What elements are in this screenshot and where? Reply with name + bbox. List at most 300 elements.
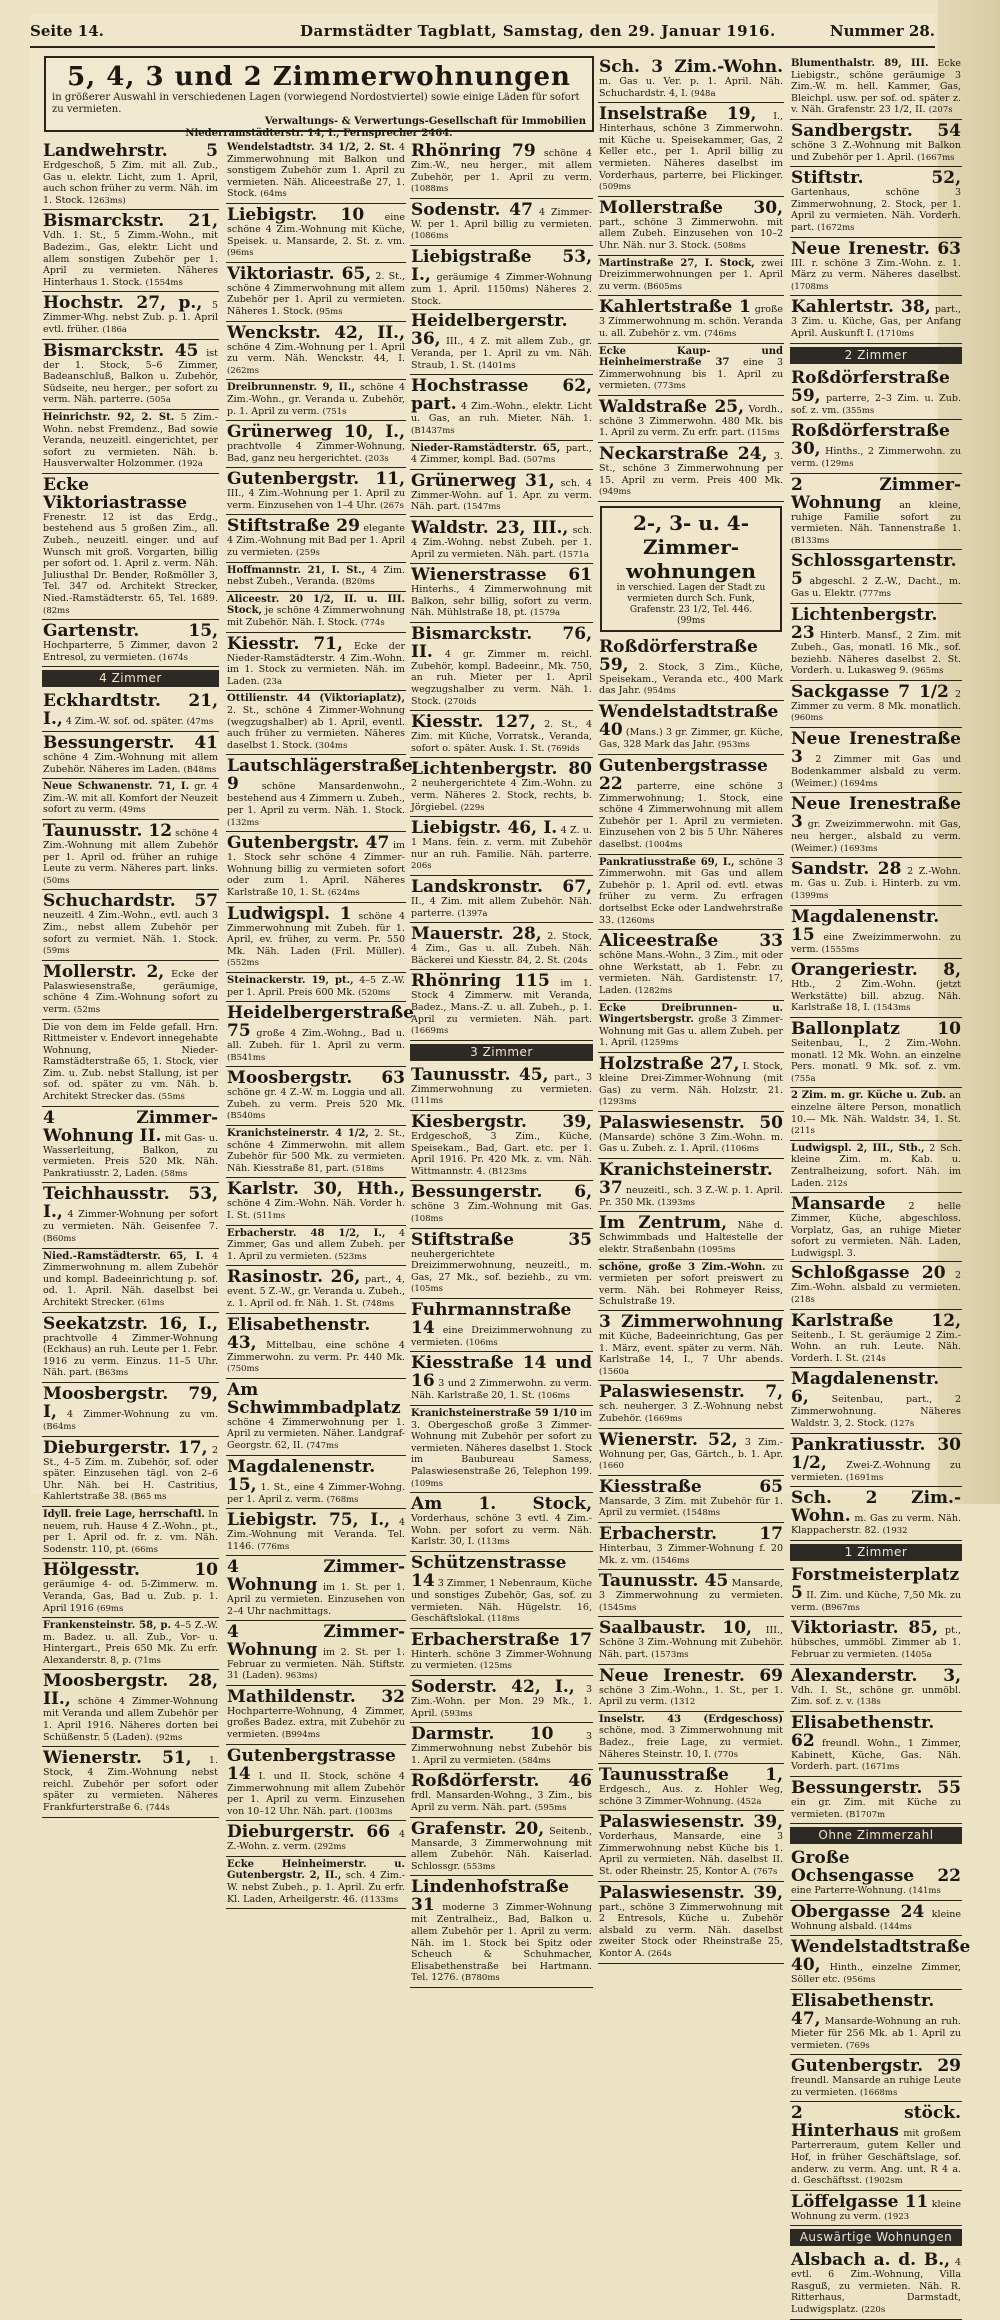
classified-ad xyxy=(410,1111,593,1181)
ad-heading: Lichtenbergstr. 23 xyxy=(791,605,938,644)
ad-text: neuzeitl. 4 Zim.-Wohn., evtl. auch 3 Zim., nebst allem Zubehör per sofort zu vermiet. Näh. 1. Stock. xyxy=(43,910,218,945)
ad-text: m. Gas zu verm. Näh. Klappacherstr. 82. xyxy=(791,1513,961,1537)
ad-text: schöne 4 Zimmer-Wohnung mit Veranda und allem Zubehör per 1. April 1916. Näheres dorten bei Schüßenstr. 5 (Laden). xyxy=(43,1696,218,1743)
ad-code: (1547ms xyxy=(463,502,501,513)
ad-text: Hinterb. Mansf., 2 Zim. mit Zubeh., Gas, monatl. 16 Mk., sof. beziehb. Näheres daselbst 2. St. Vorderh. u. Lukasweg 9. xyxy=(791,630,961,677)
classified-ad xyxy=(42,732,219,779)
classified-ad xyxy=(598,1476,784,1523)
ad-text: 4 Zimmerwohnung m. allem Zubehör und kompl. Badeeinrichtung p. sof. od. 1. April. Näh. daselbst bei Architekt Strecker. xyxy=(43,1250,218,1308)
ad-text: 4 Zimmer-W. per 1. April billig zu vermieten. xyxy=(411,206,592,230)
ad-heading: Obergasse 24 xyxy=(791,1901,925,1922)
ad-heading: Schuchardstr. 57 xyxy=(43,891,218,912)
classified-ad xyxy=(410,1552,593,1629)
ad-heading: Kiesstr. 127, xyxy=(411,712,536,733)
classified-ad xyxy=(226,468,406,515)
ad-text: Hinterhs., 4 Zimmerwohnung mit Balkon, sehr billig, sofort zu verm. Näh. Mühlstraße 18, pt. xyxy=(411,584,592,619)
ad-text: 4–5 Z.-W. per 1. April. Preis 600 Mk. xyxy=(227,974,405,998)
ad-code: (624ms xyxy=(327,887,360,898)
ad-code: (111ms xyxy=(411,1096,443,1107)
ad-text: 2 St., 4–5 Zim. m. Zubehör, sof. oder später. Einzusehen tägl. von 2–6 Uhr. Näh. bei H. Castritius, Kahlertstraße 38. xyxy=(43,1444,218,1503)
ad-heading: Bismarckstr. 45 xyxy=(43,340,199,361)
ad-heading: Neue Schwanenstr. 71, I. xyxy=(43,781,190,793)
ad-text: im 1. St. per 1. April zu vermieten. Einzusehen von 2–4 Uhr nachmittags. xyxy=(227,1582,405,1617)
ad-code: (1694ms xyxy=(840,778,878,789)
ad-text: kleine Wohnung alsbald. xyxy=(791,1908,961,1932)
ad-code: (748ms xyxy=(362,1299,395,1309)
ad-text: im 1. Stock sehr schöne 4 Zimmer-Wohnung billig zu vermieten sofort oder zum 1. April. Näheres Karlstraße 10, 1. St. xyxy=(227,840,405,898)
ad-code: (B20ms xyxy=(341,577,375,588)
ad-heading: Landwehrstr. 5 xyxy=(43,141,218,161)
ad-heading: Taunusstr. 12 xyxy=(43,820,173,841)
classified-ad xyxy=(42,210,219,292)
ad-code: (211s xyxy=(791,1126,815,1137)
ad-text: Mansarde, 3 Zim. mit Zubehör für 1. April zu vermiet. xyxy=(599,1495,783,1519)
ad-text: sch. neuherger. 3 Z.-Wohnung nebst Zubehör. xyxy=(599,1401,783,1424)
ad-heading: Ecke Dreibrunnen- u. Wingertsbergstr. xyxy=(599,1002,783,1026)
classified-ad xyxy=(410,1493,593,1552)
ad-code: (82ms xyxy=(43,605,70,616)
ad-text: Gartenhaus, schöne 3 Zimmerwohnung, 2. Stock, per 1. April zu vermieten. Näh. Vorderh. part. xyxy=(791,187,961,233)
ad-text: Hochparterre, 5 Zimmer, davon 2 Entresol, zu vermieten. xyxy=(43,640,218,663)
classified-ad xyxy=(410,470,593,517)
ad-code: 206s xyxy=(411,861,432,872)
classified-ad xyxy=(790,793,962,858)
ad-heading: Waldstraße 25, xyxy=(599,396,745,417)
ad-heading: Lichtenbergstr. 80 xyxy=(411,759,592,780)
ad-text: 3 Zim.-Wohnung per, Gas, Gärtch., b. 1. Apr. xyxy=(599,1436,783,1460)
ad-text: 2 neuhergerichtete 4 Zim.-Wohn. zu verm. Näheres 2. Stock, rechts, b. Jörgiebel. xyxy=(411,778,592,813)
ad-heading: Darmstr. 10 xyxy=(411,1724,554,1745)
classified-ad xyxy=(226,1821,406,1857)
ad-heading: Sackgasse 7 1/2 xyxy=(791,681,949,702)
ad-text: 4 Z. u. 1 Mans. fein. z. verm. mit Zubehör nur an ruh. Familie. Näh. parterre. xyxy=(411,825,592,860)
ad-heading: Ottilienstr. 44 (Viktoriaplatz), xyxy=(227,693,405,705)
classified-ad xyxy=(598,344,784,396)
ad-text: III., Schöne 3 Zim.-Wohnung mit Zubehör. Näh. part. xyxy=(599,1625,783,1660)
issue-number: Nummer 28. xyxy=(829,22,935,40)
classified-ad xyxy=(226,1621,406,1686)
classified-ad xyxy=(598,1429,784,1476)
classified-ad xyxy=(790,1018,962,1088)
ad-heading: Schlossgartenstr. 5 xyxy=(791,551,957,590)
ad-text: prachtvolle 4 Zimmer-Wohnung (Eckhaus) an ruh. Leute per 1. Febr. 1916 zu verm. Einzus. 11–5 Uhr. Näh. part. xyxy=(43,1332,218,1379)
ad-heading: Steinackerstr. 19, pt., xyxy=(227,974,354,986)
classified-ad xyxy=(790,1310,962,1369)
ad-heading: Moosbergstr. 28, II., xyxy=(43,1671,218,1710)
ad-heading: Am Schwimmbadplatz xyxy=(227,1379,401,1418)
ad-code: (132ms xyxy=(227,817,259,828)
classified-ad xyxy=(598,56,784,103)
ad-text: Hinth., einzelne Zimmer, Söller etc. xyxy=(791,1962,961,1986)
ad-code: (113ms xyxy=(477,1537,510,1548)
ad-heading: Eckhardtstr. 21, I., xyxy=(43,691,218,730)
ad-heading: Heidelbergerstraße 75 xyxy=(227,1003,414,1042)
ad-text: eine Zweizimmerwohn. zu verm. xyxy=(791,931,961,955)
ads-no-room-count xyxy=(790,1847,971,2226)
classified-ad xyxy=(410,758,593,817)
ad-heading: Elisabethenstr. 62 xyxy=(791,1712,935,1751)
classified-ad xyxy=(790,1564,962,1618)
ad-code: (1902sm xyxy=(865,2176,903,2187)
ad-heading: Magdalenenstr. 6, xyxy=(791,1369,940,1408)
ad-code: (953ms xyxy=(717,740,750,751)
classified-ad xyxy=(42,1249,219,1313)
ad-heading: Ecke Viktoriastrasse xyxy=(43,474,188,513)
ad-heading: Holzstraße 27, xyxy=(599,1053,740,1074)
ad-code: (1546ms xyxy=(652,1555,690,1566)
ads-5-rooms xyxy=(42,140,219,667)
ad-heading: Gutenbergstr. 29 xyxy=(791,2056,961,2077)
ad-text: Hinterbau, 3 Zimmer-Wohnung f. 20 Mk. z. vm. xyxy=(599,1542,783,1566)
classified-ad xyxy=(598,103,784,197)
ad-code: (B64ms xyxy=(43,1421,76,1432)
classified-ad xyxy=(790,2249,962,2319)
classified-ad xyxy=(598,1523,784,1570)
ad-code: (267s xyxy=(379,500,404,511)
column-3 xyxy=(410,140,593,1984)
ad-code: (1672ms xyxy=(817,222,855,233)
classified-ad xyxy=(790,474,962,551)
classified-ad xyxy=(226,1126,406,1178)
ad-heading: Neue Irenestraße 3 xyxy=(791,794,961,833)
ad-code: (1674s xyxy=(158,652,188,663)
ad-text: Htb., 2 Zim.-Wohn. (jetzt Werkstätte) bill. abzug. Näh. Karlstraße 18, I. xyxy=(791,979,961,1014)
ad-code: (186a xyxy=(102,324,127,335)
ads-4-rooms-c xyxy=(410,140,593,1041)
ad-heading: 2 Zim. m. gr. Küche u. Zub. xyxy=(791,1090,946,1102)
ad-text: sch. 4 Zim.-W. nebst Zubeh., p. 1. April. Zu erfr. Kl. Laden, Arheilgerstr. 46. xyxy=(227,1870,405,1905)
ad-code: (1560a xyxy=(599,1366,630,1377)
ad-code: (96ms xyxy=(227,248,254,259)
ad-code: (505a xyxy=(146,395,171,406)
ad-text: Seitenb., I. St. geräumige 2 Zim.-Wohn. an ruh. Leute. Näh. Vorderh. I. St. xyxy=(791,1329,961,1364)
ad-heading: Hochstr. 27, p., xyxy=(43,293,203,314)
ad-code: (23a xyxy=(262,676,283,687)
ad-heading: Rasinostr. 26, xyxy=(227,1267,361,1288)
ad-text: im 3. Obergeschoß große 3 Zimmer-Wohnung mit Zubehör per sofort zu vermieten. Näheres daselbst 1. Stock im Baubureau Samess, Palaswiesenstraße 26, Telephon 199. xyxy=(411,1408,592,1478)
ad-text: freundl. Wohn., 1 Zimmer, Kabinett, Küche, Gas. Näh. Vorderh. part. xyxy=(791,1737,961,1773)
ad-code: (141ms xyxy=(908,1886,941,1897)
ad-text: Hinterh. schöne 3 Zimmer-Wohnung zu vermieten. xyxy=(411,1648,592,1672)
ad-heading: Wendelstadtstr. 34 1/2, 2. St. xyxy=(227,142,395,153)
ad-text: ein gr. Zim. mit Küche zu vermieten. xyxy=(791,1796,961,1820)
classified-ad xyxy=(42,1507,219,1559)
ad-heading: Seekatzstr. 16, I., xyxy=(43,1313,218,1334)
classified-ad xyxy=(790,1088,962,1140)
ad-heading: Große Ochsengasse 22 xyxy=(791,1848,961,1887)
classified-ad xyxy=(790,681,962,728)
ad-code: (1660 xyxy=(599,1461,624,1472)
classified-ad xyxy=(226,1745,406,1822)
classified-ad xyxy=(410,1629,593,1676)
ad-heading: Neue Irenestraße 3 xyxy=(791,729,961,768)
ad-code: (B605ms xyxy=(643,281,682,292)
ad-code: (59ms xyxy=(43,946,70,957)
classified-ad xyxy=(42,1747,219,1817)
ad-code: (1133ms xyxy=(360,1894,399,1905)
ad-code: (1693ms xyxy=(840,843,878,854)
column-2 xyxy=(226,140,414,1905)
ad-code: (452a xyxy=(736,1796,762,1807)
ad-text: elegante 4 Zim.-Wohnung mit Bad per 1. April zu vermieten. xyxy=(227,523,405,559)
ad-text: schöne, mod. 3 Zimmerwohnung mit Badez., freie Lage, zu vermiet. Näheres Steinstr. 10, I. xyxy=(599,1725,783,1760)
classified-ad xyxy=(410,564,593,623)
classified-ad xyxy=(598,197,784,256)
ad-code: (1548ms xyxy=(682,1508,721,1519)
banner-line2: Verwaltungs- & Verwertungs-Gesellschaft für Immobilien xyxy=(264,116,586,127)
ad-code: (552ms xyxy=(227,958,259,969)
ad-heading: Liebigstraße 53, I., xyxy=(411,246,592,285)
classified-ad xyxy=(226,1379,406,1456)
classified-ad xyxy=(790,1434,962,1488)
page-number: Seite 14. xyxy=(30,22,104,40)
ad-text: geräumige 4- od. 5-Zimmerw. m. Veranda, Gas, Bad u. Zub. p. 1. April 1916 xyxy=(43,1579,218,1614)
ad-heading: Dreibrunnenstr. 9, II., xyxy=(227,382,355,394)
ad-code: (747ms xyxy=(306,1440,339,1451)
classified-ad xyxy=(598,1381,784,1428)
classified-ad xyxy=(410,441,593,470)
ad-heading: Blumenthalstr. 89, III. xyxy=(791,58,929,69)
ad-code: (1106ms xyxy=(721,1144,760,1155)
ad-code: (47ms xyxy=(186,717,214,728)
classified-ad xyxy=(598,296,784,343)
ad-heading: Hölgesstr. 10 xyxy=(43,1560,218,1581)
ad-text: 3 Zimmerwohnung nebst Zubehör bis 1. April zu vermieten. xyxy=(411,1731,592,1766)
ad-heading: Taunusstr. 45 xyxy=(599,1571,729,1592)
ad-code: (1669ms xyxy=(411,1026,449,1037)
ad-code: (106ms xyxy=(465,1337,498,1348)
ad-heading: Rhönring 79 xyxy=(411,141,536,161)
ad-heading: Kiesstraße 65 xyxy=(599,1476,783,1497)
classified-ad xyxy=(598,855,784,931)
ad-heading: Erbacherstr. 17 xyxy=(599,1523,783,1544)
ad-text: 3. St., schöne 3 Zimmerwohnung per 15. April zu verm. Preis 400 Mk. xyxy=(599,451,783,486)
classified-ad xyxy=(598,636,784,701)
ad-text: je schöne 4 Zimmerwohnung mit Zubehör. Näh. I. Stock. xyxy=(227,605,405,629)
ad-text: prachtvolle 4 Zimmer-Wohnung, Bad, ganz neu hergerichtet. xyxy=(227,441,405,464)
ad-code: (109ms xyxy=(411,1478,443,1489)
classified-ad xyxy=(790,550,962,604)
classified-ad xyxy=(790,1141,962,1193)
ad-code: (B123ms xyxy=(488,1166,527,1177)
classified-ad xyxy=(42,292,219,339)
ad-text: 2. Stock, 4 Zim., Gas u. all. Zubeh. Näh. Bäckerei und Kiesstr. 84, 2. St. xyxy=(411,931,592,966)
ad-code: (138s xyxy=(856,1697,881,1708)
ad-code: (518ms xyxy=(351,1163,384,1174)
ad-heading: Teichhausstr. 53, I., xyxy=(43,1184,218,1223)
ad-heading: Roßdörferstraße 30, xyxy=(791,421,950,460)
ad-text: eine 3 Zimmerwohnung bis 1. April zu vermieten. xyxy=(599,357,783,392)
classified-ad xyxy=(410,1876,593,1988)
column-5 xyxy=(790,56,971,2316)
ad-heading: Martinstraße 27, I. Stock, xyxy=(599,257,755,269)
ad-text: 4 Z.-Wohn. z. verm. xyxy=(227,1829,405,1853)
ad-code: (508ms xyxy=(713,240,746,251)
ad-code: (769s xyxy=(845,2040,870,2051)
ad-code: (69ms xyxy=(96,1603,124,1614)
ad-code: (949ms xyxy=(599,487,631,498)
ad-text: part., schöne 3 Zimmerwohn. mit allem Zubeh. Einzusehen von 10–2 Uhr. Näh. nur 3. Stock. xyxy=(599,216,783,251)
ad-code: (B60ms xyxy=(43,1234,76,1245)
classified-ad xyxy=(410,876,593,923)
ad-text: sch. 4 Zimmer-Wohn. auf 1. Apr. zu verm. Näh. part. xyxy=(411,477,592,513)
classified-ad xyxy=(226,1556,406,1620)
ad-code: (774s xyxy=(360,618,385,629)
classified-ad xyxy=(42,1670,219,1747)
ad-text: 4 Zimmer-Wohnung per sofort zu vermieten. Näh. Geisenfee 7. xyxy=(43,1209,218,1233)
ad-code: (523ms xyxy=(334,1251,367,1262)
ad-heading: Roßdörferstraße 59, xyxy=(791,367,950,406)
ads-3-rooms-b xyxy=(598,56,784,502)
ad-heading: Liebigstr. 10 xyxy=(227,204,365,225)
ad-text: Erdgesch., Aus. z. Hohler Weg, schöne 3 Zimmer-Wohnung. xyxy=(599,1784,783,1807)
classified-ad xyxy=(790,1617,962,1664)
ad-heading: Palaswiesenstr. 7, xyxy=(599,1382,783,1403)
classified-ad xyxy=(410,1064,593,1111)
classified-ad xyxy=(410,1676,593,1723)
classified-ad xyxy=(410,140,593,199)
classified-ad xyxy=(410,199,593,246)
ad-heading: Schützenstrasse 14 xyxy=(411,1553,567,1591)
classified-ad xyxy=(598,1159,784,1213)
ad-heading: Dieburgerstr. 17, xyxy=(43,1437,208,1458)
ad-heading: Sandstr. 28 xyxy=(791,859,902,880)
ad-code: (105ms xyxy=(411,1284,443,1295)
classified-ad xyxy=(42,1383,219,1437)
classified-ad xyxy=(410,246,593,310)
classified-ad xyxy=(410,1406,593,1493)
classified-ad xyxy=(410,1352,593,1406)
ad-heading: Bismarckstr. 21, xyxy=(43,211,218,232)
classified-ad xyxy=(410,1770,593,1817)
ads-3-rooms xyxy=(410,1064,593,1988)
classified-ad xyxy=(598,256,784,297)
ad-heading: Idyll. freie Lage, herrschaftl. xyxy=(43,1508,205,1520)
classified-ad xyxy=(790,1368,962,1433)
ad-code: (956ms xyxy=(843,1975,876,1986)
ad-text: 2 helle Zimmer, Küche, abgeschloss. Vorplatz, Gas, an ruhige Mieter sofort zu vermieten. Näh. Laden, Ludwigspl. 3. xyxy=(791,1201,961,1259)
ad-heading: Lindenhofstraße 31 xyxy=(411,1877,569,1916)
ad-text: Mittelbau, eine schöne 4 Zimmerwohn. zu verm. Pr. 440 Mk. xyxy=(227,1339,405,1363)
classified-ad xyxy=(226,1067,406,1126)
section-outside: Auswärtige Wohnungen xyxy=(790,2229,962,2246)
ad-text: 2. St., schöne 4 Zimmerwohn. mit allem Zubehör für 500 Mk. zu vermieten. Näh. Kiesstraße 81, part. xyxy=(227,1128,405,1174)
ad-heading: Moosbergstr. 63 xyxy=(227,1068,405,1089)
classified-ad xyxy=(226,1857,406,1909)
classified-ad xyxy=(790,1936,971,1990)
ad-text: Erdgeschoß, 3 Zim., Küche, Speisekam., Bad, Gart. etc. per 1. April 1916. Pr. 420 Mk. z. vm. Näh. Wittmannstr. 4. xyxy=(411,1130,592,1177)
ad-text: 3 Zimmer, 1 Nebenraum, Küche und sonstiges Zubehör, Gas, sof. zu vermieten. Näh. Hügelstr. 16, Geschäftslokal. xyxy=(411,1578,592,1625)
classified-ad xyxy=(598,443,784,502)
classified-ad xyxy=(410,923,593,970)
ad-text: abgeschl. 2 Z.-W., Dacht., m. Gas u. Elektr. xyxy=(791,576,961,600)
ad-heading: Stiftstr. 52, xyxy=(791,168,961,189)
ad-code: (218s xyxy=(791,1295,815,1306)
ad-code: (92ms xyxy=(155,1732,183,1743)
section-2-rooms: 2 Zimmer xyxy=(790,347,962,364)
ad-heading: Hoffmannstr. 21, I. St., xyxy=(227,564,366,576)
classified-ad xyxy=(790,1262,962,1309)
ad-text: an kleine, ruhige Familie sofort zu vermieten. Näh. Tannenstraße 1. xyxy=(791,499,961,535)
ad-code: (214s xyxy=(861,1353,886,1364)
ad-text: part., 3 Zim. u. Küche, Gas, per Anfang April. Auskunft I. xyxy=(791,304,961,339)
ad-code: (751s xyxy=(322,406,347,417)
ad-code: (64ms xyxy=(260,189,287,200)
ad-code: (509ms xyxy=(599,182,631,193)
classified-ad xyxy=(226,973,406,1002)
ad-code: (773ms xyxy=(653,381,686,392)
ad-code: (965ms xyxy=(911,666,944,677)
ad-heading: Ballonplatz 10 xyxy=(791,1018,961,1039)
ad-text: Ecke Liebigstr., schöne geräumige 3 Zim.-W. m. hell. Kammer, Gas, Bleichpl. usw. per sof. od. später z. v. Näh. Grafenstr. 23 1/2, II. xyxy=(791,58,961,116)
ad-heading: Kahlertstr. 38, xyxy=(791,297,931,318)
classified-ad xyxy=(790,1487,962,1541)
ad-text: schöne gr. 4 Z.-W. m. Loggia und all. Zubeh. zu verm. Preis 520 Mk. xyxy=(227,1087,405,1110)
ad-text: m. Gas u. Ver. p. 1. April. Näh. Schuchardstr. 4, I. xyxy=(599,76,783,99)
ad-text: 4 Zim. nebst Zubeh., Veranda. xyxy=(227,564,405,588)
classified-ad xyxy=(790,120,962,167)
ad-code: (B133ms xyxy=(791,535,830,546)
ad-heading: Wienerstr. 52, xyxy=(599,1429,738,1450)
classified-ad xyxy=(410,623,593,711)
classified-ad xyxy=(226,755,413,832)
classified-ad xyxy=(410,1299,593,1353)
ad-heading: Magdalenenstr. 15 xyxy=(791,906,940,945)
ad-text: schöne 4 Zim.-Wohnung per 1. April zu verm. Näh. Wenckstr. 44, I. xyxy=(227,341,405,365)
ad-text: Frenestr. 12 ist das Erdg., bestehend aus 5 großen Zim., all. Zubeh., neuzeitl. einger. und auf Wunsch mit groß. Vorgarten, billig per sofort od. 1. April z. verm. Näh. Juliusthal Dr. Bender, Roßmöller 3, Tel. 347 od. Architekt Strecker, Nied.-Ramstädterstr. 65, Tel. 1689. xyxy=(43,511,218,605)
classified-ad xyxy=(790,604,962,681)
ad-heading: Erbacherstraße 17 xyxy=(411,1629,592,1650)
ad-text: 4 Zim.-Wohn., elektr. Licht u. Gas, an ruh. Mieter. Näh. 1. xyxy=(411,401,592,425)
classified-ad xyxy=(42,1559,219,1618)
ad-code: (1397a xyxy=(457,908,488,919)
ad-code: (71ms xyxy=(134,1655,161,1666)
ad-text: 2 Zimmer zu verm. 8 Mk. monatlich. xyxy=(791,688,961,712)
classified-ad xyxy=(226,421,406,468)
classified-ad xyxy=(42,779,219,820)
classified-ad xyxy=(226,832,406,902)
ad-code: (115ms xyxy=(747,428,780,439)
classified-ad xyxy=(410,1818,593,1877)
classified-ad xyxy=(790,906,962,960)
ad-heading: Fuhrmannstraße 14 xyxy=(411,1299,572,1338)
ad-code: (95ms xyxy=(316,306,343,317)
ad-code: (1545ms xyxy=(599,1602,637,1613)
ad-text: frdl. Mansarden-Wohng., 3 Zim., bis April zu verm. Näh. part. xyxy=(411,1790,592,1813)
ad-text: schöne 4 Zimmerwohnung mit Zubeh. für 1. April, ev. früher, zu verm. Pr. 550 Mk. Näh. Laden (Fril. Müller). xyxy=(227,910,405,957)
ad-text: 2. Stock, 3 Zim., Küche, Speisekam., Veranda etc., 400 Mark das Jahr. xyxy=(599,661,783,697)
ad-code: (755a xyxy=(791,1073,816,1084)
ad-text: 2 Sch. kleine Zim. m. Kab. u. Zentralheizung, sofort. Näh. im Laden. xyxy=(791,1142,961,1189)
ad-text: III., 4 Zim.-Wohnung per 1. April zu verm. Einzusehen von 1–4 Uhr. xyxy=(227,488,405,511)
ad-code: (B967ms xyxy=(821,1602,860,1613)
ad-heading: Lautschlägerstraße 9 xyxy=(227,756,413,795)
classified-ad xyxy=(790,56,962,120)
ad-heading: Karlstraße 12, xyxy=(791,1310,961,1331)
classified-ad xyxy=(410,817,593,876)
ad-code: (304ms xyxy=(315,740,348,751)
ad-text: schöne 3 Zimmerwohn. mit Gas und allem Zubehör p. 1. April od. evtl. etwas früher zu verm. Zu erfragen dortselbst Ecke oder Landwehrstraße 33. xyxy=(599,856,783,926)
classified-ad xyxy=(226,515,406,562)
classified-ad xyxy=(790,2055,962,2102)
ad-text: schöne Mans.-Wohn., 3 Zim., mit oder ohne Werkstatt, ab 1. Febr. zu vermieten. Näh. Gardistenstr. 17, Laden. xyxy=(599,950,783,996)
ad-heading: Orangeriestr. 8, xyxy=(791,960,961,981)
banner-line3: Niederramstädterstr. 14, I., Fernsprecher 2464. xyxy=(185,128,453,139)
ad-heading: Soderstr. 42, I., xyxy=(411,1676,575,1697)
ad-code: (50ms xyxy=(43,875,70,886)
ad-text: 4 Zimmer, Gas und allem Zubeh. per 1. April zu vermieten. xyxy=(227,1227,405,1262)
classified-ad xyxy=(598,1712,784,1764)
